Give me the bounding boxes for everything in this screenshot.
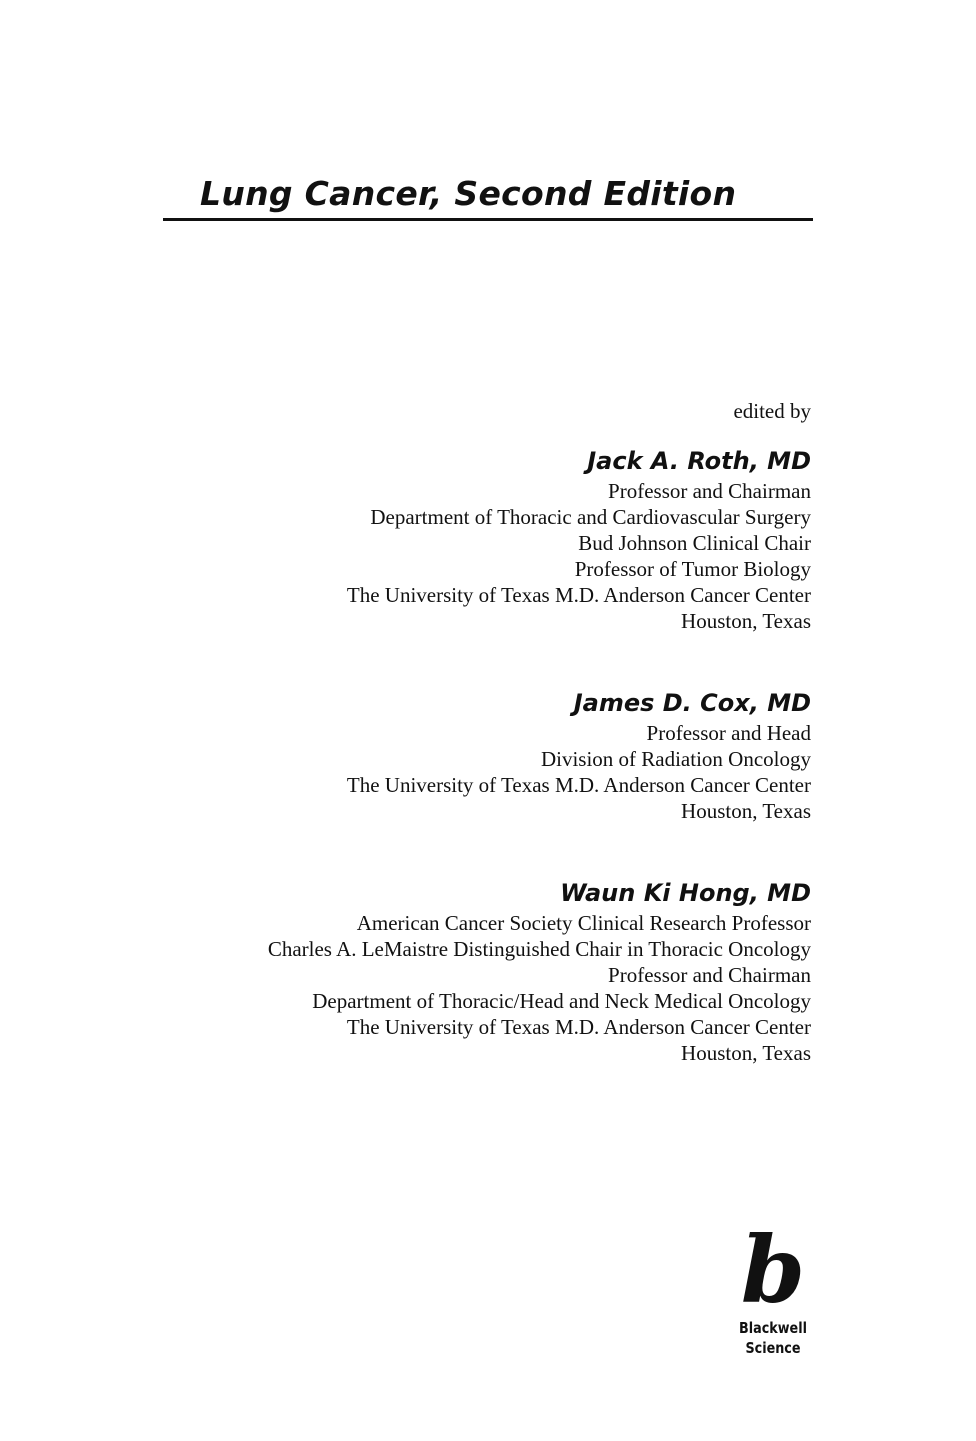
publisher-logo (733, 1216, 813, 1358)
affiliation-line: Professor and Head (646, 721, 811, 745)
affiliation-line: The University of Texas M.D. Anderson Cancer Center (346, 583, 811, 607)
affiliation-line: Professor and Chairman (608, 479, 811, 503)
affiliation-line: Charles A. LeMaistre Distinguished Chair in Thoracic Oncology (267, 937, 811, 961)
affiliation-line: The University of Texas M.D. Anderson Cancer Center (346, 773, 811, 797)
editor-name: Waun Ki Hong, MD (560, 879, 811, 907)
affiliation-line: Houston, Texas (681, 1041, 811, 1065)
affiliation-line: Department of Thoracic and Cardiovascular Surgery (370, 505, 811, 529)
affiliation-line: Bud Johnson Clinical Chair (578, 531, 811, 555)
affiliation-line: American Cancer Society Clinical Research Professor (356, 911, 811, 935)
affiliation-line: Department of Thoracic/Head and Neck Medical Oncology (312, 989, 811, 1013)
editor-block-roth (347, 444, 811, 634)
editor-block-hong (268, 876, 811, 1066)
book-title: Lung Cancer, Second Edition (200, 174, 737, 213)
editor-name: Jack A. Roth, MD (587, 447, 811, 475)
affiliation-line: Houston, Texas (681, 799, 811, 823)
publisher-b-icon: b (740, 1216, 806, 1324)
title-underline (163, 218, 813, 221)
edited-by-label: edited by (733, 399, 811, 423)
publisher-name-line1: Blackwell (739, 1319, 807, 1337)
editor-name: James D. Cox, MD (573, 689, 811, 717)
affiliation-line: The University of Texas M.D. Anderson Cancer Center (346, 1015, 811, 1039)
affiliation-line: Professor and Chairman (608, 963, 811, 987)
affiliation-line: Division of Radiation Oncology (540, 747, 811, 771)
publisher-name-line2: Science (745, 1339, 801, 1357)
editor-block-cox (347, 686, 811, 824)
affiliation-line: Professor of Tumor Biology (574, 557, 811, 581)
affiliation-line: Houston, Texas (681, 609, 811, 633)
